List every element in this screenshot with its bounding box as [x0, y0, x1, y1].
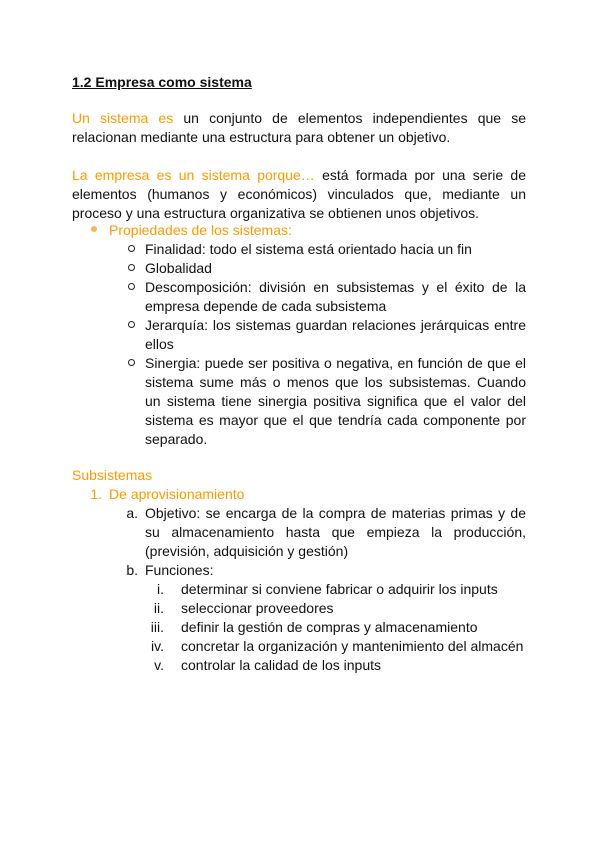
function-item-1: determinar si conviene fabricar o adquirir los inputs: [181, 581, 498, 597]
list-roman-iv: iv.: [151, 638, 164, 654]
paragraph-1-lead: Un sistema es: [72, 110, 174, 126]
objective-line-1: Objetivo: se encarga de la compra de materias primas y de: [145, 505, 526, 521]
property-item-3-line-2: empresa depende de cada subsistema: [145, 298, 387, 314]
function-item-2: seleccionar proveedores: [181, 600, 334, 616]
paragraph-1-line-1: [72, 109, 526, 127]
property-item-5-line-5: separado.: [145, 431, 208, 447]
objective-line-3: (previsión, adquisición y gestión): [145, 543, 349, 559]
function-item-5: controlar la calidad de los inputs: [181, 657, 382, 673]
list-roman-ii: ii.: [153, 600, 164, 616]
circle-bullet-icon: [128, 283, 135, 290]
property-item-3-line-1: Descomposición: división en subsistemas y el éxito de la: [145, 279, 526, 295]
objective-line-2: su almacenamiento hasta que empieza la producción,: [145, 524, 526, 540]
list-number-1: 1.: [90, 486, 102, 502]
property-item-4-line-2: ellos: [145, 336, 174, 352]
list-letter-b: b.: [126, 562, 138, 578]
property-item-5-line-2: sistema sume más o menos que los subsistemas. Cuando: [145, 374, 526, 390]
property-item-5-line-3: un sistema tiene sinergia positiva significa que el valor del: [145, 393, 526, 409]
section-title: 1.2 Empresa como sistema: [72, 74, 252, 90]
subsystem-procurement: De aprovisionamiento: [109, 486, 245, 502]
paragraph-2-lead: La empresa es un sistema porque…: [72, 167, 315, 183]
property-item-2: Globalidad: [145, 260, 212, 276]
function-item-4: concretar la organización y mantenimiento del almacén: [181, 638, 524, 654]
list-roman-i: i.: [157, 581, 164, 597]
function-item-3: definir la gestión de compras y almacenamiento: [181, 619, 478, 635]
property-item-5-line-4: sistema es mayor que el que tendría cada componente por: [145, 412, 526, 428]
property-item-1: Finalidad: todo el sistema está orientado hacia un fin: [145, 241, 472, 257]
list-letter-a: a.: [126, 505, 138, 521]
property-item-4-line-1: Jerarquía: los sistemas guardan relaciones jerárquicas entre: [145, 317, 526, 333]
properties-heading: Propiedades de los sistemas:: [109, 222, 292, 238]
functions-label: Funciones:: [145, 562, 214, 578]
list-roman-v: v.: [154, 657, 164, 673]
list-roman-iii: iii.: [150, 619, 164, 635]
subsystems-heading: Subsistemas: [72, 467, 153, 483]
paragraph-2-line-2: elementos (humanos y económicos) vinculados que, mediante un: [72, 186, 526, 202]
paragraph-1-line-2: relacionan mediante una estructura para obtener un objetivo.: [72, 129, 451, 145]
paragraph-2-line-3: proceso y una estructura organizativa se obtienen unos objetivos.: [72, 205, 480, 221]
paragraph-1-text: un conjunto de elementos independientes que se: [183, 110, 527, 126]
circle-bullet-icon: [128, 321, 135, 328]
paragraph-2-line-1: [72, 166, 526, 184]
circle-bullet-icon: [128, 264, 135, 271]
paragraph-2-text: está formada por una serie de: [322, 167, 526, 183]
property-item-5-line-1: Sinergia: puede ser positiva o negativa, en función de que el: [145, 355, 526, 371]
bullet-dot-icon: [91, 226, 97, 232]
circle-bullet-icon: [128, 245, 135, 252]
circle-bullet-icon: [128, 359, 135, 366]
